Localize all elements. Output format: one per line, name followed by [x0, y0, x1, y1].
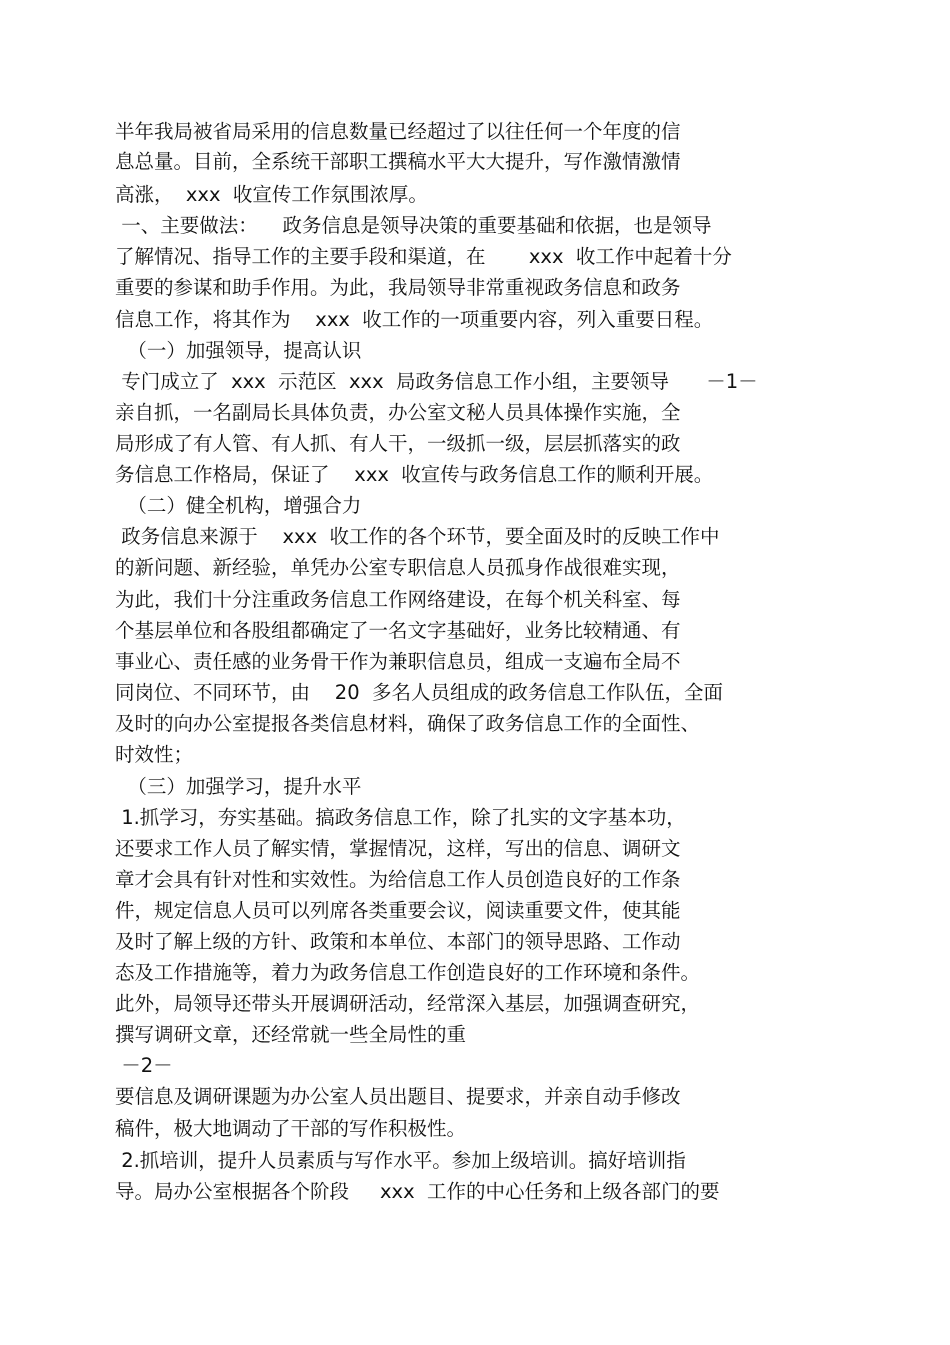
section-heading-line: 一、主要做法： 政务信息是领导决策的重要基础和依据，也是领导 [115, 214, 712, 237]
subheading-line: （二）健全机构，增强合力 [115, 494, 362, 517]
text-line: 还要求工作人员了解实情，掌握情况，这样，写出的信息、调研文 [115, 837, 681, 860]
text-line: 息总量。目前，全系统干部职工撰稿水平大大提升，写作激情激情 [115, 150, 681, 173]
text-line: 撰写调研文章，还经常就一些全局性的重 [115, 1023, 467, 1046]
text-line: 亲自抓，一名副局长具体负责，办公室文秘人员具体操作实施，全 [115, 401, 681, 424]
text-line: 章才会具有针对性和实效性。为给信息工作人员创造良好的工作条 [115, 868, 681, 891]
text-line: 稿件，极大地调动了干部的写作积极性。 [115, 1117, 467, 1140]
text-line: 导。局办公室根据各个阶段 xxx 工作的中心任务和上级各部门的要 [115, 1180, 720, 1203]
text-line: 件，规定信息人员可以列席各类重要会议，阅读重要文件，使其能 [115, 899, 681, 922]
text-line: 的新问题、新经验，单凭办公室专职信息人员孤身作战很难实现， [115, 556, 681, 579]
text-line: 高涨， xxx 收宣传工作氛围浓厚。 [115, 183, 428, 206]
text-line-with-page-number: 专门成立了 xxx 示范区 xxx 局政务信息工作小组，主要领导 －1－ [115, 370, 758, 393]
subheading-line: （三）加强学习，提升水平 [115, 775, 362, 798]
text-line: 政务信息来源于 xxx 收工作的各个环节，要全面及时的反映工作中 [115, 525, 720, 548]
text-line: 了解情况、指导工作的主要手段和渠道，在 xxx 收工作中起着十分 [115, 245, 732, 268]
text-line: 半年我局被省局采用的信息数量已经超过了以往任何一个年度的信 [115, 120, 681, 143]
subheading-line: （一）加强领导，提高认识 [115, 339, 362, 362]
text-line: 信息工作，将其作为 xxx 收工作的一项重要内容，列入重要日程。 [115, 308, 714, 331]
text-line: 重要的参谋和助手作用。为此，我局领导非常重视政务信息和政务 [115, 276, 681, 299]
text-line: 此外，局领导还带头开展调研活动，经常深入基层，加强调查研究， [115, 992, 701, 1015]
text-line: 时效性； [115, 743, 194, 766]
text-line: 及时的向办公室提报各类信息材料，确保了政务信息工作的全面性、 [115, 712, 701, 735]
text-line: 务信息工作格局，保证了 xxx 收宣传与政务信息工作的顺利开展。 [115, 463, 714, 486]
text-line: 及时了解上级的方针、政策和本单位、本部门的领导思路、工作动 [115, 930, 681, 953]
text-line: 个基层单位和各股组都确定了一名文字基础好，业务比较精通、有 [115, 619, 681, 642]
page-number: －2－ [115, 1054, 173, 1077]
text-line: 局形成了有人管、有人抓、有人干，一级抓一级，层层抓落实的政 [115, 432, 681, 455]
text-line: 态及工作措施等，着力为政务信息工作创造良好的工作环境和条件。 [115, 961, 701, 984]
text-line: 1.抓学习，夯实基础。搞政务信息工作，除了扎实的文字基本功， [115, 806, 686, 829]
text-line: 要信息及调研课题为办公室人员出题目、提要求，并亲自动手修改 [115, 1085, 681, 1108]
text-line: 2.抓培训，提升人员素质与写作水平。参加上级培训。搞好培训指 [115, 1149, 686, 1172]
text-line: 为此，我们十分注重政务信息工作网络建设，在每个机关科室、每 [115, 588, 681, 611]
text-line: 事业心、责任感的业务骨干作为兼职信息员，组成一支遍布全局不 [115, 650, 681, 673]
text-line: 同岗位、不同环节，由 20 多名人员组成的政务信息工作队伍，全面 [115, 681, 724, 704]
